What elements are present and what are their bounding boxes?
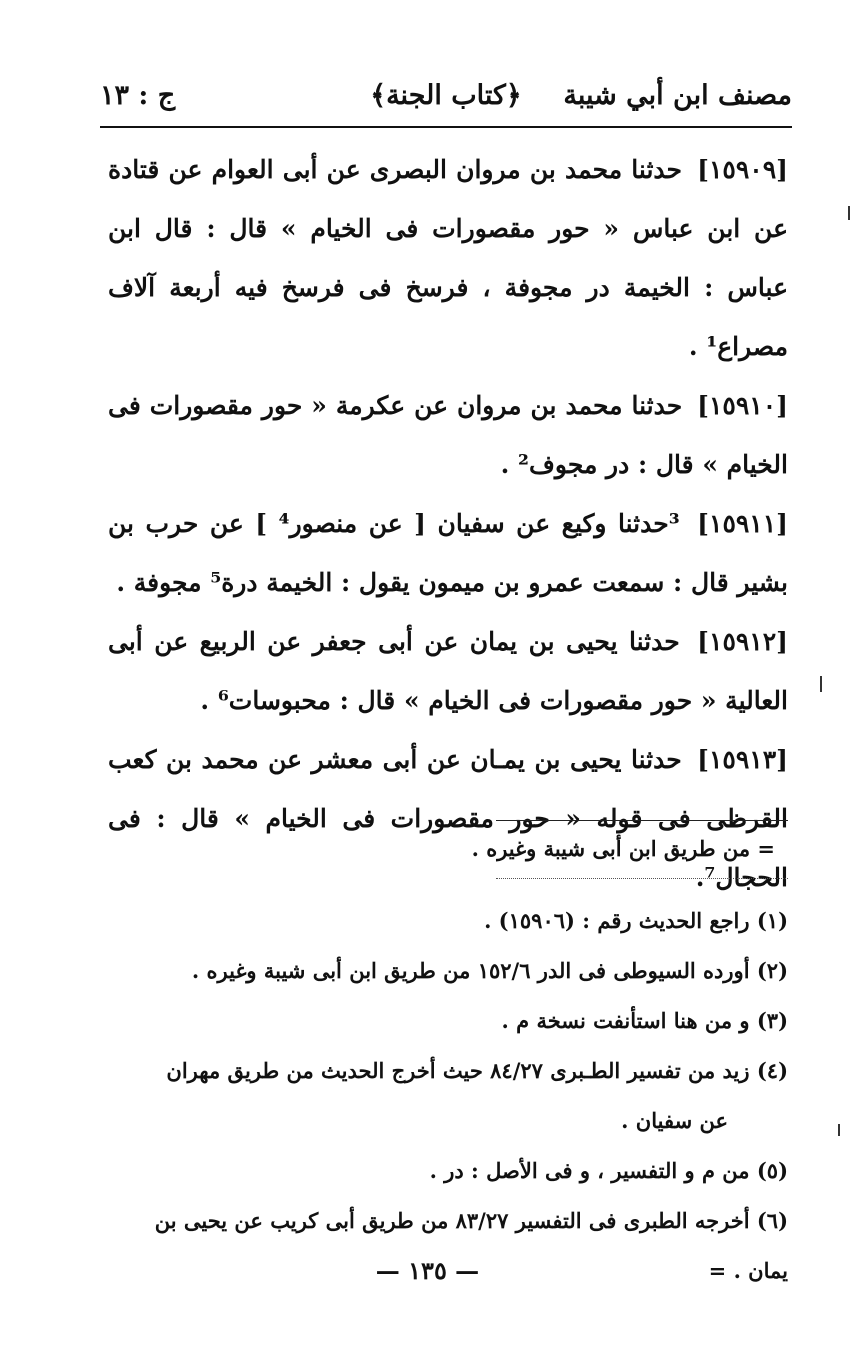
footnote — [108, 1046, 788, 1096]
hadith-number: [١٥٩٠٩] — [697, 155, 788, 184]
hadith-body: حدثنا محمد بن مروان عن عكرمة « حور مقصورات فى الخيام » قال : در مجوف² . — [108, 391, 788, 479]
footnote-text: أخرجه الطبرى فى التفسير ٨٣/٢٧ من طريق أبى كريب عن يحيى بن يمان . = — [154, 1208, 788, 1283]
continuation-underline — [496, 878, 788, 879]
footnote-marker: (١) — [756, 908, 788, 933]
footnote-continuation-line — [108, 1096, 788, 1146]
hadith-paragraph — [108, 140, 788, 376]
footnote-marker: (٤) — [756, 1058, 788, 1083]
footnote-divider — [496, 820, 788, 821]
hadith-paragraph — [108, 730, 788, 907]
book-title: مصنف ابن أبي شيبة — [563, 80, 792, 111]
hadith-number: [١٥٩١٠] — [697, 391, 788, 420]
hadith-number: [١٥٩١٢] — [697, 627, 788, 656]
footnotes — [108, 896, 788, 1296]
footnote-text: عن سفيان . — [621, 1108, 728, 1133]
footnote — [108, 896, 788, 946]
header-divider — [100, 126, 792, 128]
hadith-paragraph — [108, 612, 788, 730]
hadith-paragraph — [108, 494, 788, 612]
footnote-text: أورده السيوطى فى الدر ١٥٢/٦ من طريق ابن أبى شيبة وغيره . — [191, 958, 750, 983]
hadith-number: [١٥٩١١] — [697, 509, 788, 538]
scan-margin-mark — [838, 1124, 840, 1136]
hadith-number: [١٥٩١٣] — [697, 745, 788, 774]
footnote — [108, 946, 788, 996]
footnote — [108, 1146, 788, 1196]
hadith-body: ³حدثنا وكيع عن سفيان [ عن منصور⁴ ] عن حرب بن بشير قال : سمعت عمرو بن ميمون يقول : الخيمة درة⁵ مجوفة . — [108, 509, 788, 597]
footnote-marker: (٦) — [756, 1208, 788, 1233]
scan-margin-mark — [820, 676, 822, 692]
hadith-body: حدثنا محمد بن مروان البصرى عن أبى العوام عن قتادة عن ابن عباس « حور مقصورات فى الخيام » قال : قال ابن عباس : الخيمة در مجوفة ، فرسخ فى فرسخ فيه أربعة آلاف مصراع¹ . — [108, 155, 788, 361]
hadith-text — [108, 140, 788, 907]
footnote-text: من م و التفسير ، و فى الأصل : در . — [429, 1158, 750, 1183]
page-number: — ١٣٥ — — [375, 1256, 480, 1285]
footnote — [108, 996, 788, 1046]
footnote-text: زيد من تفسير الطـبرى ٨٤/٢٧ حيث أخرج الحديث من طريق مهران — [166, 1058, 750, 1083]
volume-number: ج : ١٣ — [100, 80, 176, 111]
hadith-body: حدثنا يحيى بن يمان عن أبى جعفر عن الربيع عن أبى العالية « حور مقصورات فى الخيام » قال : محبوسات⁶ . — [108, 627, 788, 715]
footnote-text: و من هنا استأنفت نسخة م . — [501, 1008, 750, 1033]
footnote-text: راجع الحديث رقم : (١٥٩٠٦) . — [484, 908, 750, 933]
footnote-marker: (٣) — [756, 1008, 788, 1033]
running-header — [100, 74, 792, 120]
hadith-paragraph — [108, 376, 788, 494]
footnote-continuation: = من طريق ابن أبى شيبة وغيره . — [471, 836, 775, 861]
hadith-body: حدثنا يحيى بن يمـان عن أبى معشر عن محمد بن كعب القرظى فى قوله « حور مقصورات فى الخيام » قال : فى الحجال⁷. — [108, 745, 788, 892]
chapter-title: ﴿كتاب الجنة﴾ — [370, 80, 522, 111]
footnote-marker: (٥) — [756, 1158, 788, 1183]
scan-margin-mark — [848, 206, 850, 220]
footnote-marker: (٢) — [756, 958, 788, 983]
